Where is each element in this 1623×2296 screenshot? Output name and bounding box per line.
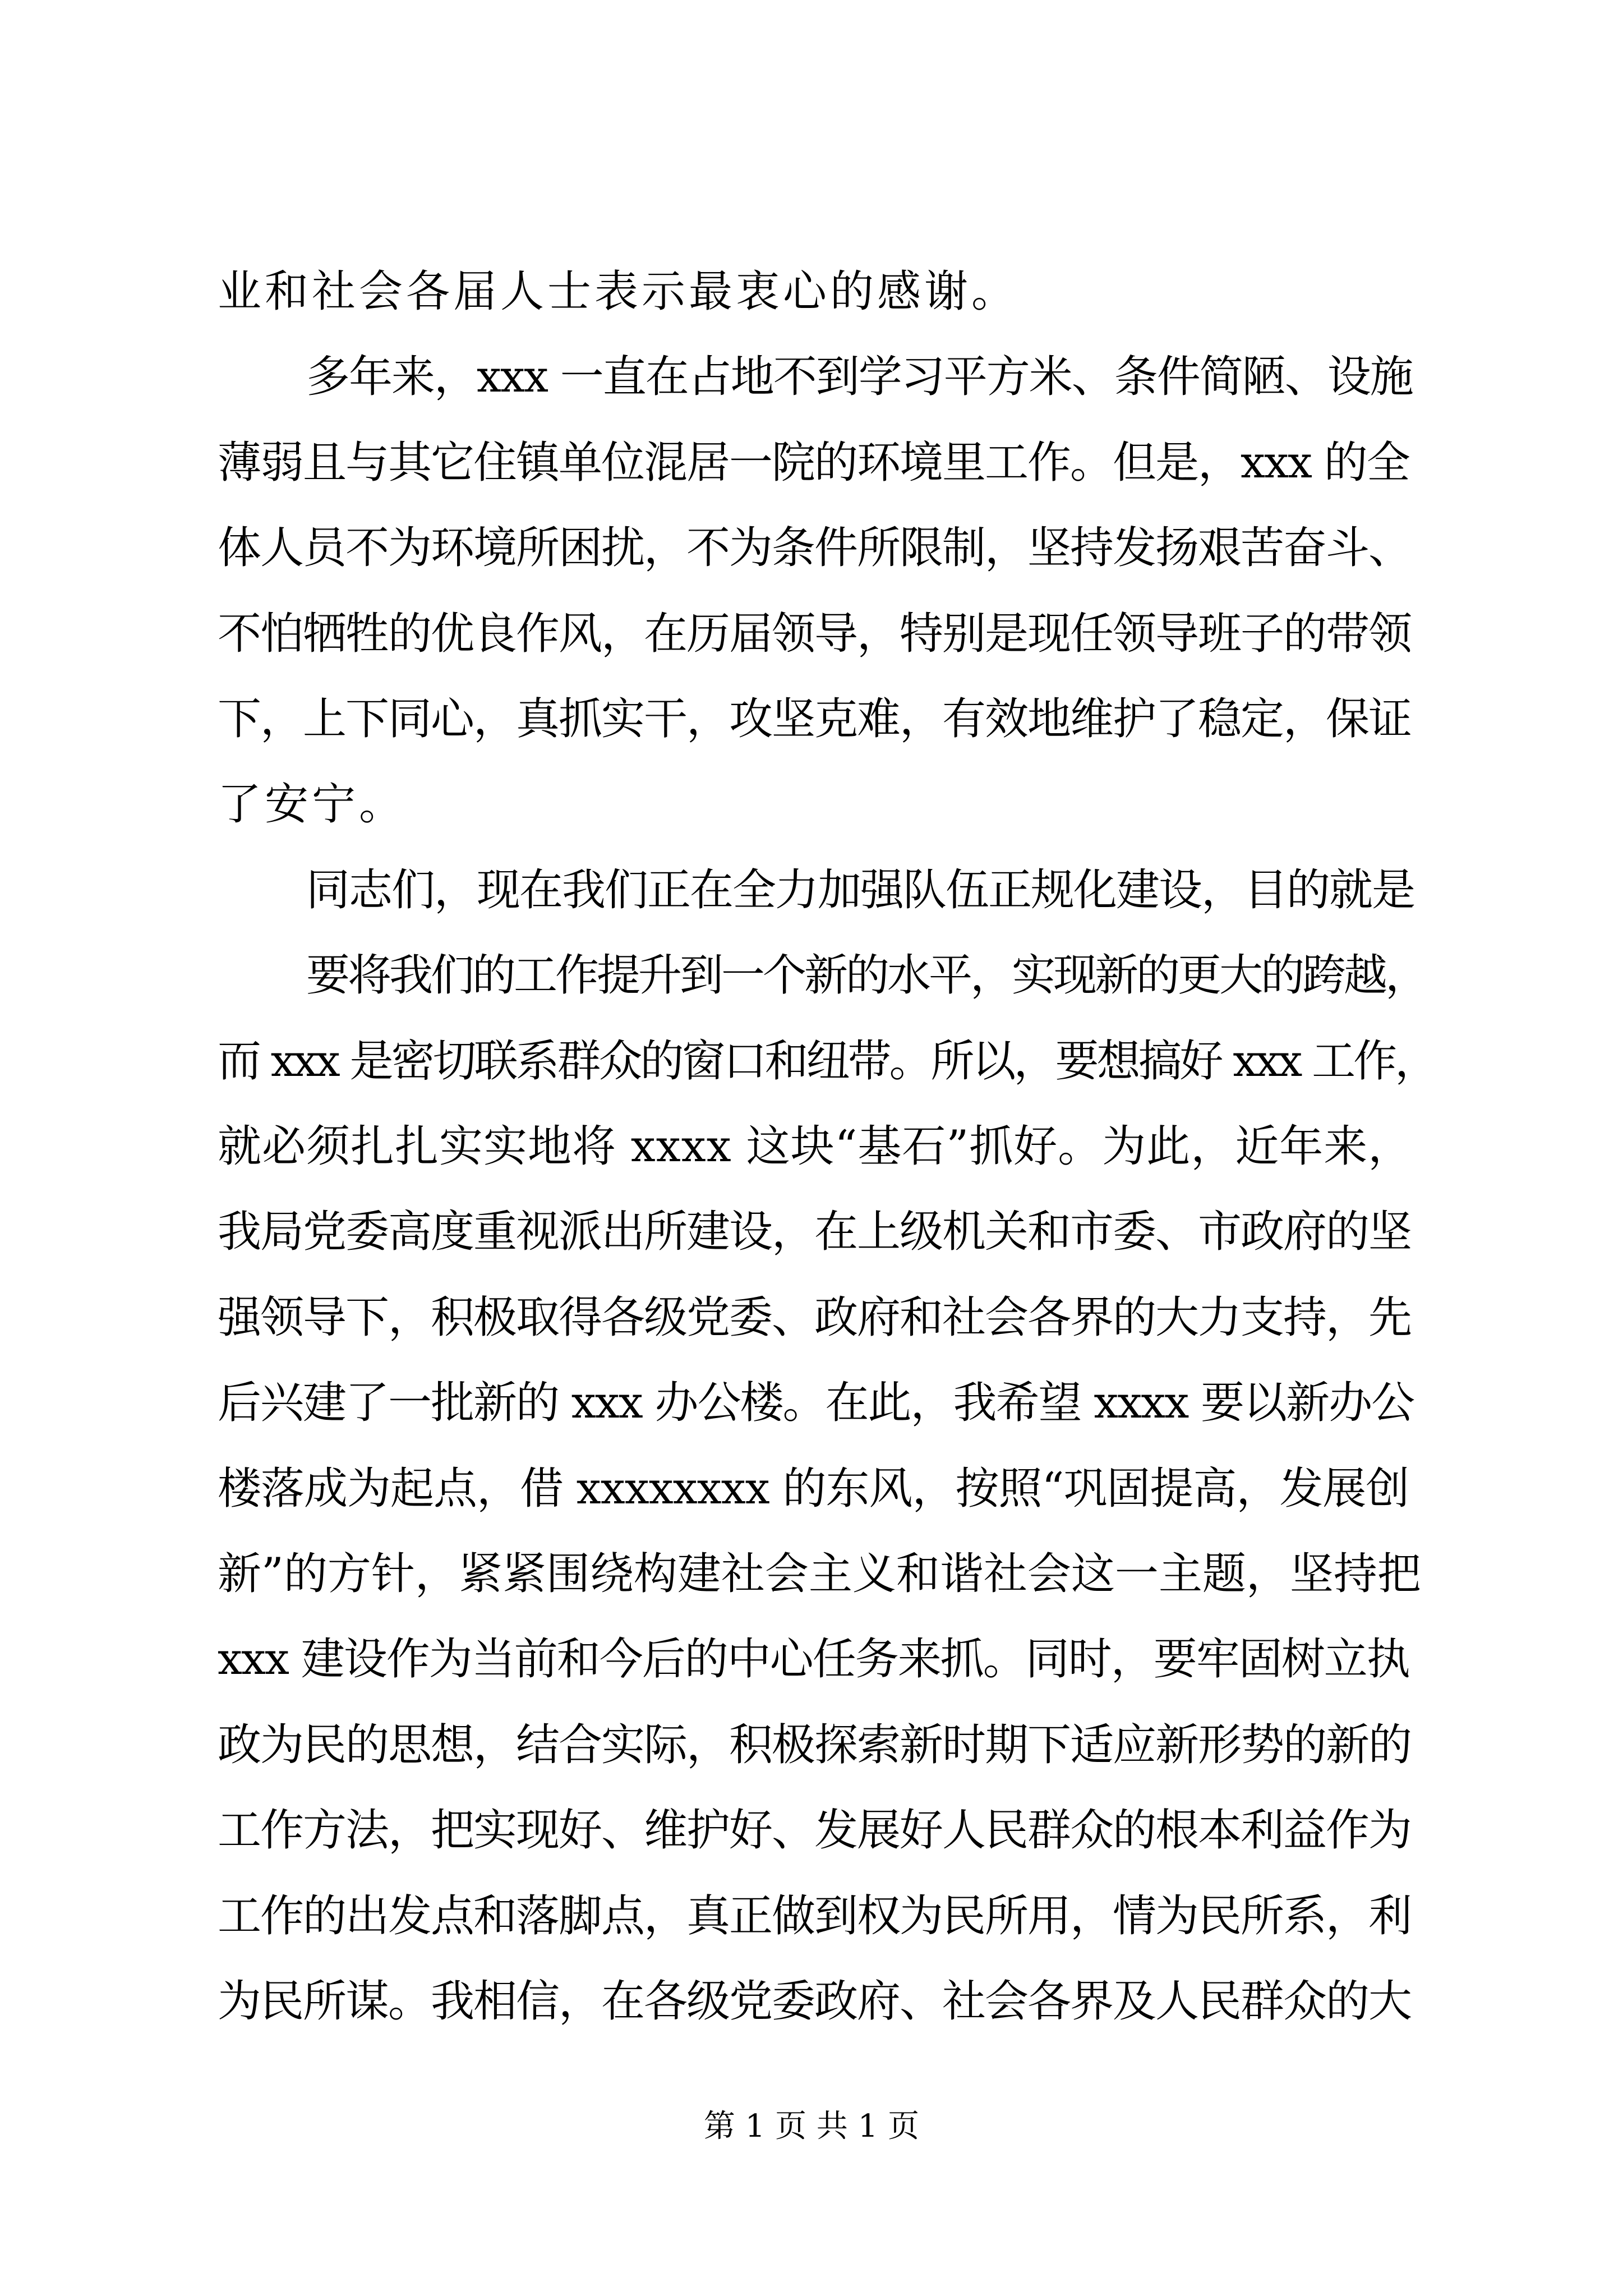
text-line: 政为民的思想，结合实际，积极探索新时期下适应新形势的新的: [218, 1720, 1412, 1770]
text-line: 后兴建了一批新的 xxx 办公楼。在此，我希望 xxxx 要以新办公: [218, 1378, 1414, 1428]
text-line: 而 xxx 是密切联系群众的窗口和纽带。所以，要想搞好 xxx 工作，: [218, 1036, 1437, 1087]
text-line: 业和社会各届人士表示最衷心的感谢。: [218, 266, 1019, 317]
text-line: 工作方法，把实现好、维护好、发展好人民群众的根本利益作为: [218, 1805, 1412, 1856]
text-line: 楼落成为起点，借 xxxxxxxx 的东风，按照“巩固提高，发展创: [218, 1464, 1409, 1514]
text-line: 下，上下同心，真抓实干，攻坚克难，有效地维护了稳定，保证: [218, 694, 1412, 744]
text-line: 为民所谋。我相信，在各级党委政府、社会各界及人民群众的大: [218, 1976, 1412, 2027]
text-line: 我局党委高度重视派出所建设，在上级机关和市委、市政府的坚: [218, 1207, 1412, 1257]
text-line: 就必须扎扎实实地将 xxxx 这块“基石”抓好。为此，近年来，: [218, 1121, 1413, 1172]
page-number-footer: 第 1 页 共 1 页: [703, 2108, 920, 2145]
text-line: 体人员不为环境所困扰，不为条件所限制，坚持发扬艰苦奋斗、: [218, 523, 1412, 573]
text-line: 新”的方针，紧紧围绕构建社会主义和谐社会这一主题，坚持把: [218, 1549, 1421, 1599]
paragraph-start-line: 多年来，xxx 一直在占地不到学习平方米、条件简陋、设施: [306, 352, 1413, 402]
text-line: 工作的出发点和落脚点，真正做到权为民所用，情为民所系，利: [218, 1891, 1412, 1941]
text-line: 薄弱且与其它住镇单位混居一院的环境里工作。但是，xxx 的全: [218, 438, 1409, 488]
paragraph-start-line: 同志们，现在我们正在全力加强队伍正规化建设，目的就是: [306, 865, 1415, 915]
text-line: 了安宁。: [218, 779, 407, 830]
text-line: 不怕牺牲的优良作风，在历届领导，特别是现任领导班子的带领: [218, 609, 1412, 659]
paragraph-start-line: 要将我们的工作提升到一个新的水平，实现新的更大的跨越，: [306, 950, 1427, 1001]
text-line: xxx 建设作为当前和今后的中心任务来抓。同时，要牢固树立执: [218, 1634, 1409, 1685]
text-line: 强领导下，积极取得各级党委、政府和社会各界的大力支持，先: [218, 1292, 1412, 1343]
